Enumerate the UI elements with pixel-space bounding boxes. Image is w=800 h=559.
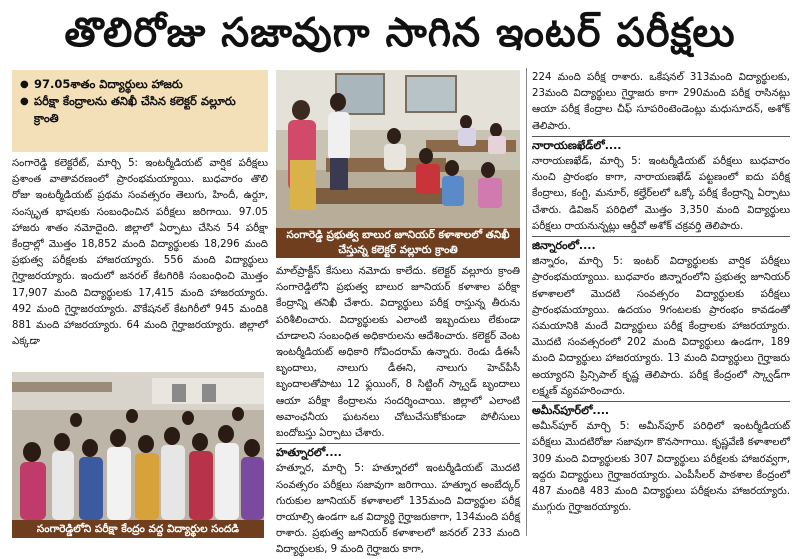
section-divider [532,136,790,137]
highlights-box [12,70,268,152]
collector-inspection-paragraph: మాల్‌ప్రాక్టీస్ కేసులు నమోదు కాలేదు. కలెక్టర్ వల్లూరు క్రాంతి సంగారెడ్డిలోని ప్రభుత్వ బాలుర జూనియర్ కళాశాల పరీక్షా కేంద్రాన్ని తనిఖీ చేశారు. విద్యార్థులు పరీక్ష రాస్తున్న తీరును పరిశీలించారు. విద్యార్థులకు ఎలాంటి ఇబ్బందులు లేకుండా చూడాలని సంబంధిత అధికారులను ఆదేశించారు. కలెక్టర్ వెంట ఇంటర్మీడియట్ అధికారి గోవిందరామ్ ఉన్నారు. రెండు డీఈసీ బృందాలు, నాలుగు డీఈని, నాలుగు హెచ్‌పీసీ బృందాలతోపాటు 12 ఫ్లయింగ్, 8 సిట్టింగ్ స్క్వాడ్ బృందాలు ఆయా పరీక్షా కేంద్రాలను సందర్శించాయి. జిల్లాలో ఎలాంటి అవాంఛనీయ ఘటనలు చోటుచేసుకోకుండా పోలీసులు బందోబస్తు ఏర్పాటు చేశారు. [276,266,520,440]
article-column-3 [532,70,790,536]
students-crowd-photo [12,372,264,520]
section-divider [532,401,790,402]
column-rule [526,68,527,536]
exam-hall-illustration [276,70,520,228]
highlight-collector-inspection: ● పరీక్షా కేంద్రాలను తనిఖీ చేసిన కలెక్టర్ వల్లూరు క్రాంతి [20,93,260,127]
section-divider [276,443,520,444]
article-column-2 [276,264,520,556]
students-crowd-photo-caption: సంగారెడ్డిలోని పరీక్షా కేంద్రం వద్ద విద్యార్థుల సందడి [12,520,264,538]
headline: తొలిరోజు సజావుగా సాగిన ఇంటర్ పరీక్షలు [64,10,736,56]
ameenpur-paragraph: అమీన్‌పూర్ మార్చి 5: అమీన్‌పూర్ పరిధిలో ఇంటర్మీడియట్ పరీక్షలు మొదటిరోజు సజావుగా కొనసాగాయి. కృష్ణవేణి కళాశాలలో 309 మంది విద్యార్థులకు 307 విద్యార్థులు పరీక్షలకు హాజరవ్వగా, ఇద్దరు విద్యార్థులు గైర్హాజరయ్యారు. ఎంపీసీలర్ పాఠశాల కేంద్రంలో 487 మందికి 483 మంది విద్యార్థులు పరీక్షలను హాజరయ్యారు. ముగ్గురు గైర్హాజరయ్యారు. [532,421,790,514]
section-divider [532,236,790,237]
jinnaram-heading: జిన్నారంలో.... [532,239,596,253]
narayankhed-paragraph: నారాయణఖేడ్, మార్చి 5: ఇంటర్మీడియట్ పరీక్షలు బుధవారం నుంచి ప్రారంభం కాగా, నారాయణఖేడ్ పట్టణంలో ఐదు పరీక్ష కేంద్రాలు, కంగ్టి, మనూర్, కల్హేర్‌లలో ఒక్కో పరీక్ష కేంద్రాన్ని ఏర్పాటు చేశారు. డివిజన్ పరిధిలో మొత్తం 3,350 మంది విద్యార్థులు పరీక్షలు రాయనున్నట్లు ఆర్డీవో అశోక్ చక్రవర్తి తెలిపారు. [532,156,790,232]
hathnura-continued-paragraph: 224 మంది పరీక్ష రాశారు. ఒకేషనల్ 313మంది విద్యార్థులకు, 23మంది విద్యార్థులు గైర్హాజరు కాగా 290మంది పరీక్ష రాసినట్లు ఆయా పరీక్ష కేంద్రాల చీఫ్ సూపరింటెండెంట్లు మధుసూదన్, అశోక్ తెలిపారు. [532,72,790,132]
students-crowd-illustration [12,372,264,520]
ameenpur-heading: అమీన్‌పూర్‌లో.... [532,404,610,418]
hathnura-heading: హత్నూరలో.... [276,446,342,460]
highlight-attendance: ● 97.05శాతం విద్యార్థులు హాజరు [20,76,260,93]
article-lead-paragraph: సంగారెడ్డి కలెక్టరేట్, మార్చి 5: ఇంటర్మీడియట్ వార్షిక పరీక్షలు ప్రశాంత వాతావరణంలో ప్రారంభమయ్యాయి. బుధవారం తొలి రోజు ఇంటర్మీడియట్ ప్రథమ సంవత్సరం తెలుగు, హిందీ, ఉర్దూ, సంస్కృత భాషలకు సంబంధించిన పరీక్షలు జరిగాయి. 97.05 హాజరు శాతం నమోదైంది. జిల్లాలో ఏర్పాటు చేసిన 54 పరీక్షా కేంద్రాల్లో మొత్తం 18,852 మంది విద్యార్థులకు 18,296 మంది ప్రభుత్వ పరీక్షలకు హాజరయ్యారు. 556 మంది విద్యార్థులు గైర్హాజరయ్యారు. ఇందులో జనరల్ కేటగిరికి సంబంధించి మొత్తం 17,907 మంది విద్యార్థులకు 17,415 మంది హాజరయ్యారు. 492 మంది గైర్హాజరయ్యారు. వొకేషనల్ కేటగిరీలో 945 మందికి 881 మంది హాజరయ్యారు. 64 మంది గైర్హాజరయ్యారు. జిల్లాలో ఎక్కడా [12,158,268,348]
article-column-1 [12,156,268,368]
exam-hall-photo-caption: సంగారెడ్డి ప్రభుత్వ బాలుర జూనియర్ కళాశాలలో తనిఖీ చేస్తున్న కలెక్టర్ వల్లూరు క్రాంతి [276,228,520,258]
narayankhed-heading: నారాయణఖేడ్‌లో.... [532,138,622,152]
hathnura-paragraph: హత్నూర, మార్చి 5: హత్నూరలో ఇంటర్మీడియట్ మొదటి సంవత్సరం పరీక్షలు సజావుగా జరిగాయి. హత్నూర అంబేద్కర్ గురుకుల జూనియర్ కళాశాలలో 135మంది విద్యార్థుల పరీక్ష రాయాల్సి ఉండగా ఒక విద్యార్థి గైర్హాజరుకాగా, 134మంది పరీక్ష రాశారు. ప్రభుత్వ జూనియర్ కళాశాలలో జనరల్ 233 మంది విద్యార్థులకు, 9 మంది గైర్హాజరు కాగా, [276,463,520,556]
exam-hall-photo [276,70,520,228]
jinnaram-paragraph: జిన్నారం, మార్చి 5: ఇంటర్ విద్యార్థులకు వార్షిక పరీక్షలు ప్రారంభమయ్యాయి. బుధవారం జిన్నారంలోని ప్రభుత్వ జూనియర్ కళాశాలలో మొదటి సంవత్సరం విద్యార్థులకు పరీక్షలు ప్రారంభమయ్యాయి. ఉదయం 9గంటలకు ప్రారంభం కావడంతో సమయానికి మందే విద్యార్థులు పరీక్ష కేంద్రాలకు హాజరయ్యారు. మొదటి సంవత్సరంలో 202 మంది విద్యార్థులు ఉండగా, 189 మంది విద్యార్థులు హాజరయ్యారు. 13 మంది విద్యార్థులు గైర్హాజరు అయ్యారని ప్రిన్సిపాల్ కృష్ణ తెలిపారు. పరీక్ష కేంద్రంలో స్క్వాడ్‌గా లక్ష్మణ్ వ్యవహరించారు. [532,256,790,397]
